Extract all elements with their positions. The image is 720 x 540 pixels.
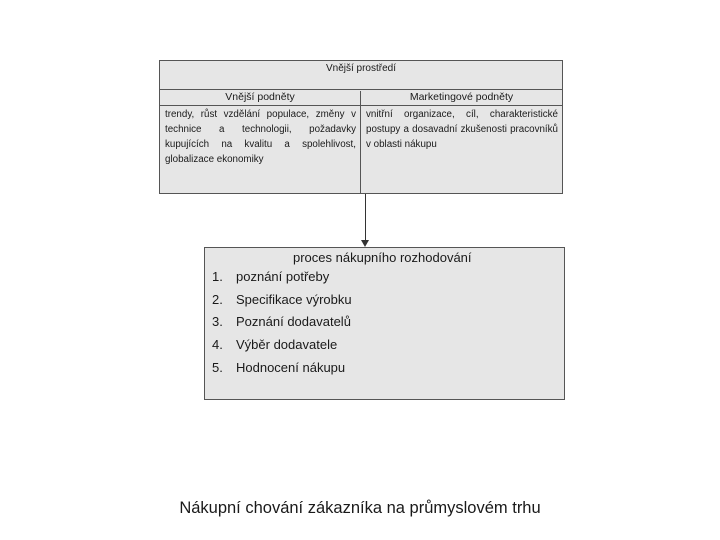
slide-caption: Nákupní chování zákazníka na průmyslovém trhu	[179, 499, 541, 517]
external-stimuli-column	[160, 91, 361, 193]
step-number: 5.	[212, 360, 223, 375]
marketing-stimuli-column	[361, 91, 562, 193]
process-title: proces nákupního rozhodování	[293, 250, 472, 265]
step-number: 4.	[212, 337, 223, 352]
step-number: 2.	[212, 292, 223, 307]
external-environment-box	[159, 60, 563, 194]
purchase-decision-process-box	[204, 247, 565, 400]
external-stimuli-text: trendy, růst vzdělání populace, změny v technice a technologii, požadavky kupujících na kvalitu a spolehlivost, globalizace ekonomiky	[165, 109, 356, 165]
marketing-stimuli-heading: Marketingové podněty	[361, 91, 562, 106]
step-label: Výběr dodavatele	[236, 337, 338, 352]
connector-arrow-line	[365, 194, 366, 242]
external-environment-title: Vnější prostředí	[325, 63, 397, 74]
step-label: Hodnocení nákupu	[236, 360, 346, 375]
step-label: Specifikace výrobku	[236, 292, 352, 307]
step-label: poznání potřeby	[236, 269, 330, 284]
connector-arrow-head	[361, 240, 369, 247]
marketing-stimuli-text: vnitřní organizace, cíl, charakteristické postupy a dosavadní zkušenosti pracovníků v oblasti nákupu	[366, 109, 558, 150]
external-stimuli-heading: Vnější podněty	[160, 91, 360, 106]
step-number: 1.	[212, 269, 223, 284]
step-number: 3.	[212, 314, 223, 329]
title-divider	[160, 89, 562, 90]
step-label: Poznání dodavatelů	[236, 314, 351, 329]
